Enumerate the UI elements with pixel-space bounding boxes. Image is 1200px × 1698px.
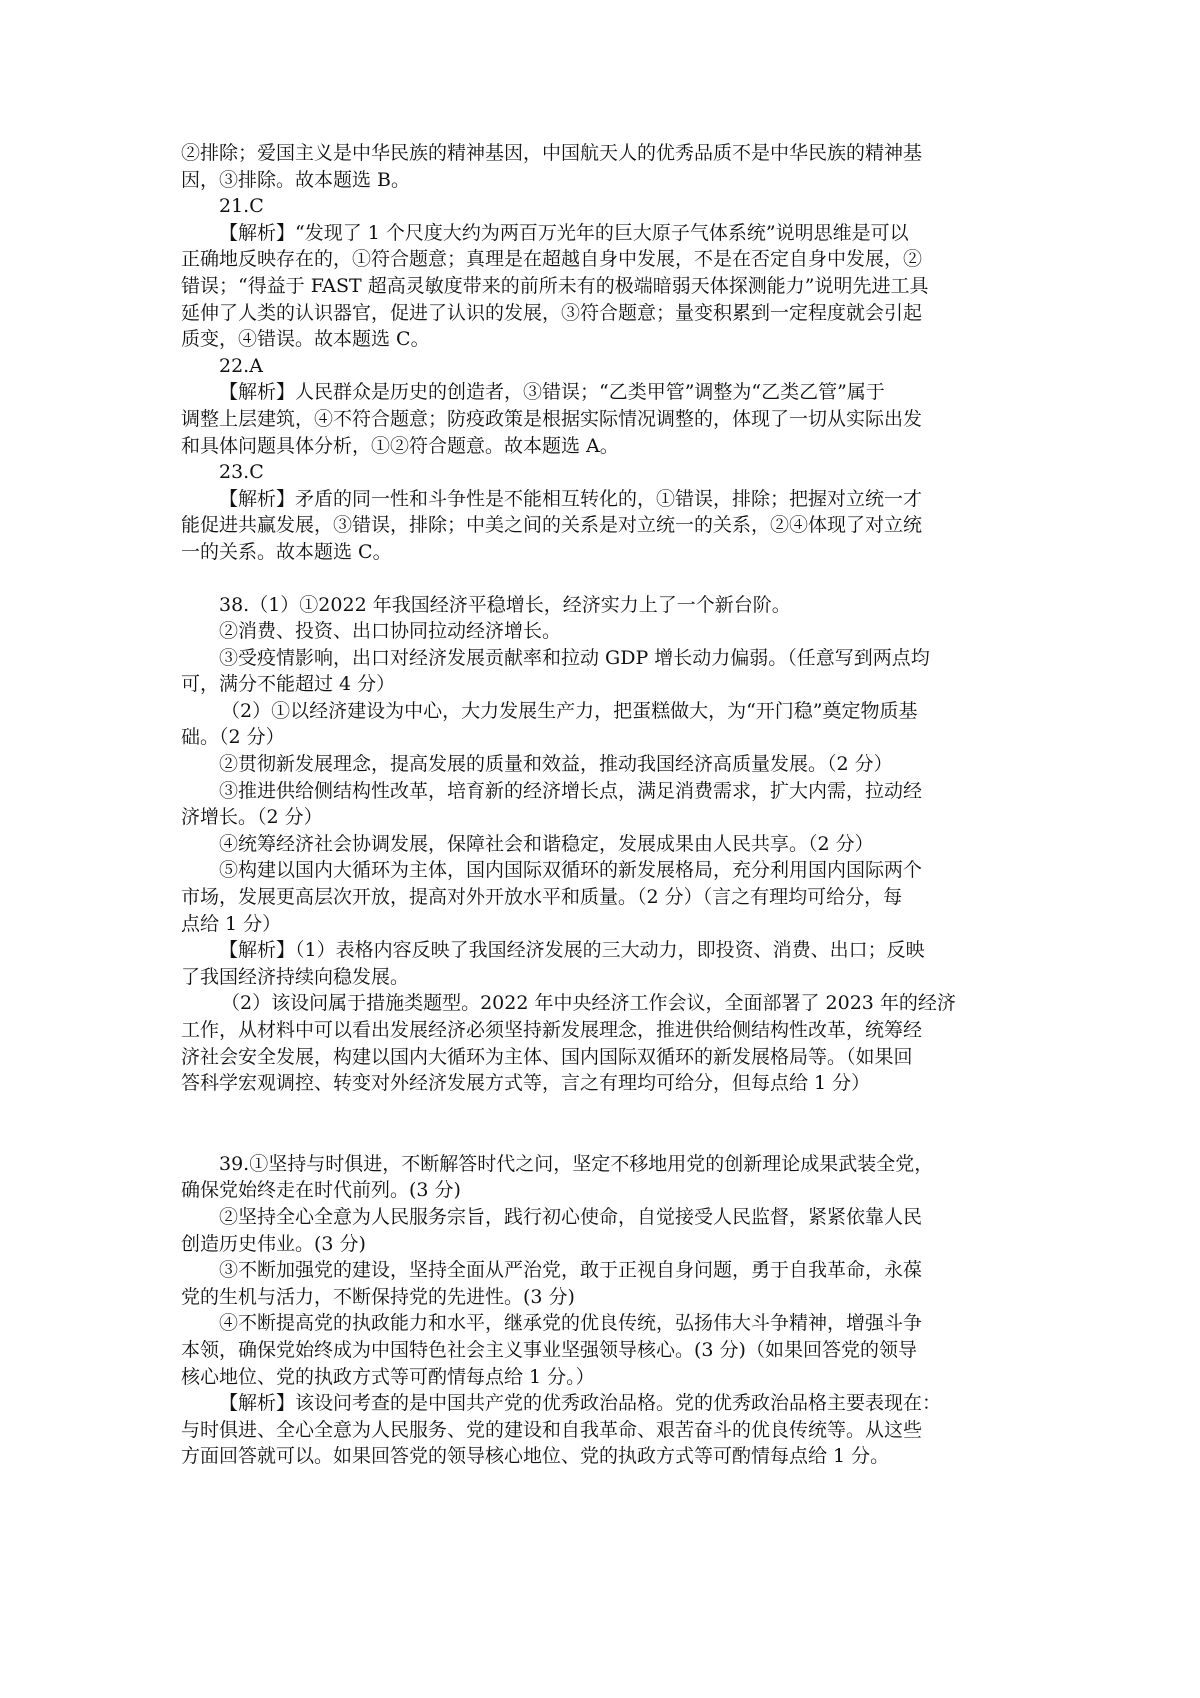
- section-q22: [181, 353, 1033, 459]
- answer-number: 21.C: [219, 195, 264, 218]
- text-line: 方面回答就可以。如果回答党的领导核心地位、党的执政方式等可酌情每点给 1 分。: [181, 1445, 890, 1468]
- text-line: ④统筹经济社会协调发展，保障社会和谐稳定，发展成果由人民共享。（2 分）: [219, 832, 874, 855]
- text-line: 创造历史伟业。(3 分): [181, 1232, 366, 1255]
- text-line: ②贯彻新发展理念，提高发展的质量和效益，推动我国经济高质量发展。（2 分）: [219, 753, 893, 776]
- section-q20-tail: [181, 140, 1033, 193]
- text-line: ②消费、投资、出口协同拉动经济增长。: [219, 620, 562, 643]
- text-line: 39.①坚持与时俱进，不断解答时代之问，坚定不移地用党的创新理论成果武装全党，: [219, 1152, 934, 1175]
- text-line: 38.（1）①2022 年我国经济平稳增长，经济实力上了一个新台阶。: [219, 593, 791, 616]
- text-line: 党的生机与活力，不断保持党的先进性。(3 分): [181, 1285, 575, 1308]
- text-line: ④不断提高党的执政能力和水平，继承党的优良传统，弘扬伟大斗争精神，增强斗争: [219, 1312, 923, 1335]
- text-line: 错误；“得益于 FAST 超高灵敏度带来的前所未有的极端暗弱天体探测能力”说明先进工具: [181, 274, 929, 297]
- answer-document: [181, 140, 1033, 1470]
- text-line: 能促进共赢发展，③错误，排除；中美之间的关系是对立统一的关系，②④体现了对立统: [181, 514, 923, 537]
- text-line: （2）①以经济建设为中心，大力发展生产力，把蛋糕做大，为“开门稳”奠定物质基: [221, 699, 918, 722]
- text-line: 【解析】“发现了 1 个尺度大约为两百万光年的巨大原子气体系统”说明思维是可以: [219, 221, 909, 244]
- text-line: 济增长。（2 分）: [181, 806, 323, 829]
- text-line: 【解析】人民群众是历史的创造者，③错误；“乙类甲管”调整为“乙类乙管”属于: [219, 381, 885, 404]
- section-q38: [181, 592, 1033, 1097]
- text-line: 一的关系。故本题选 C。: [181, 540, 392, 563]
- text-line: 答科学宏观调控、转变对外经济发展方式等，言之有理均可给分，但每点给 1 分）: [181, 1072, 871, 1095]
- text-line: 【解析】该设问考查的是中国共产党的优秀政治品格。党的优秀政治品格主要表现在：: [219, 1392, 942, 1415]
- text-line: 因，③排除。故本题选 B。: [181, 168, 411, 191]
- text-line: ⑤构建以国内大循环为主体，国内国际双循环的新发展格局，充分利用国内国际两个: [219, 859, 923, 882]
- text-line: 延伸了人类的认识器官，促进了认识的发展，③符合题意；量变积累到一定程度就会引起: [181, 301, 923, 324]
- text-line: ③不断加强党的建设，坚持全面从严治党，敢于正视自身问题，勇于自我革命，永葆: [219, 1259, 923, 1282]
- text-line: ②坚持全心全意为人民服务宗旨，践行初心使命，自觉接受人民监督，紧紧依靠人民: [219, 1205, 923, 1228]
- text-line: 了我国经济持续向稳发展。: [181, 965, 410, 988]
- text-line: ③推进供给侧结构性改革，培育新的经济增长点，满足消费需求，扩大内需，拉动经: [219, 779, 923, 802]
- text-line: 正确地反映存在的，①符合题意；真理是在超越自身中发展，不是在否定自身中发展，②: [181, 248, 923, 271]
- section-gap: [181, 1097, 1033, 1151]
- text-line: 点给 1 分）: [181, 912, 282, 935]
- answer-number: 22.A: [219, 354, 263, 377]
- text-line: 与时俱进、全心全意为人民服务、党的建设和自我革命、艰苦奋斗的优良传统等。从这些: [181, 1418, 923, 1441]
- text-line: 【解析】矛盾的同一性和斗争性是不能相互转化的，①错误，排除；把握对立统一才: [219, 487, 923, 510]
- text-line: 调整上层建筑，④不符合题意；防疫政策是根据实际情况调整的，体现了一切从实际出发: [181, 407, 923, 430]
- section-gap: [181, 566, 1033, 592]
- answer-number: 23.C: [219, 461, 264, 484]
- text-line: 济社会安全发展，构建以国内大循环为主体、国内国际双循环的新发展格局等。（如果回: [181, 1045, 913, 1068]
- text-line: （2）该设问属于措施类题型。2022 年中央经济工作会议，全面部署了 2023 年的经济: [221, 992, 956, 1015]
- text-line: ②排除；爱国主义是中华民族的精神基因，中国航天人的优秀品质不是中华民族的精神基: [181, 142, 923, 164]
- text-line: 可，满分不能超过 4 分）: [181, 673, 396, 696]
- text-line: 【解析】（1）表格内容反映了我国经济发展的三大动力，即投资、消费、出口；反映: [219, 939, 925, 962]
- section-q39: [181, 1151, 1033, 1470]
- text-line: 本领，确保党始终成为中国特色社会主义事业坚强领导核心。(3 分)（如果回答党的领导: [181, 1338, 917, 1361]
- section-q23: [181, 459, 1033, 565]
- text-line: ③受疫情影响，出口对经济发展贡献率和拉动 GDP 增长动力偏弱。（任意写到两点均: [219, 646, 930, 669]
- text-line: 础。（2 分）: [181, 726, 285, 749]
- text-line: 工作，从材料中可以看出发展经济必须坚持新发展理念，推进供给侧结构性改革，统筹经: [181, 1019, 923, 1041]
- text-line: 市场，发展更高层次开放，提高对外开放水平和质量。（2 分）（言之有理均可给分，每: [181, 886, 903, 909]
- text-line: 质变，④错误。故本题选 C。: [181, 328, 430, 351]
- text-line: 核心地位、党的执政方式等可酌情每点给 1 分。）: [181, 1365, 595, 1388]
- text-line: 和具体问题具体分析，①②符合题意。故本题选 A。: [181, 434, 619, 457]
- text-line: 确保党始终走在时代前列。(3 分): [181, 1179, 461, 1202]
- section-q21: [181, 193, 1033, 353]
